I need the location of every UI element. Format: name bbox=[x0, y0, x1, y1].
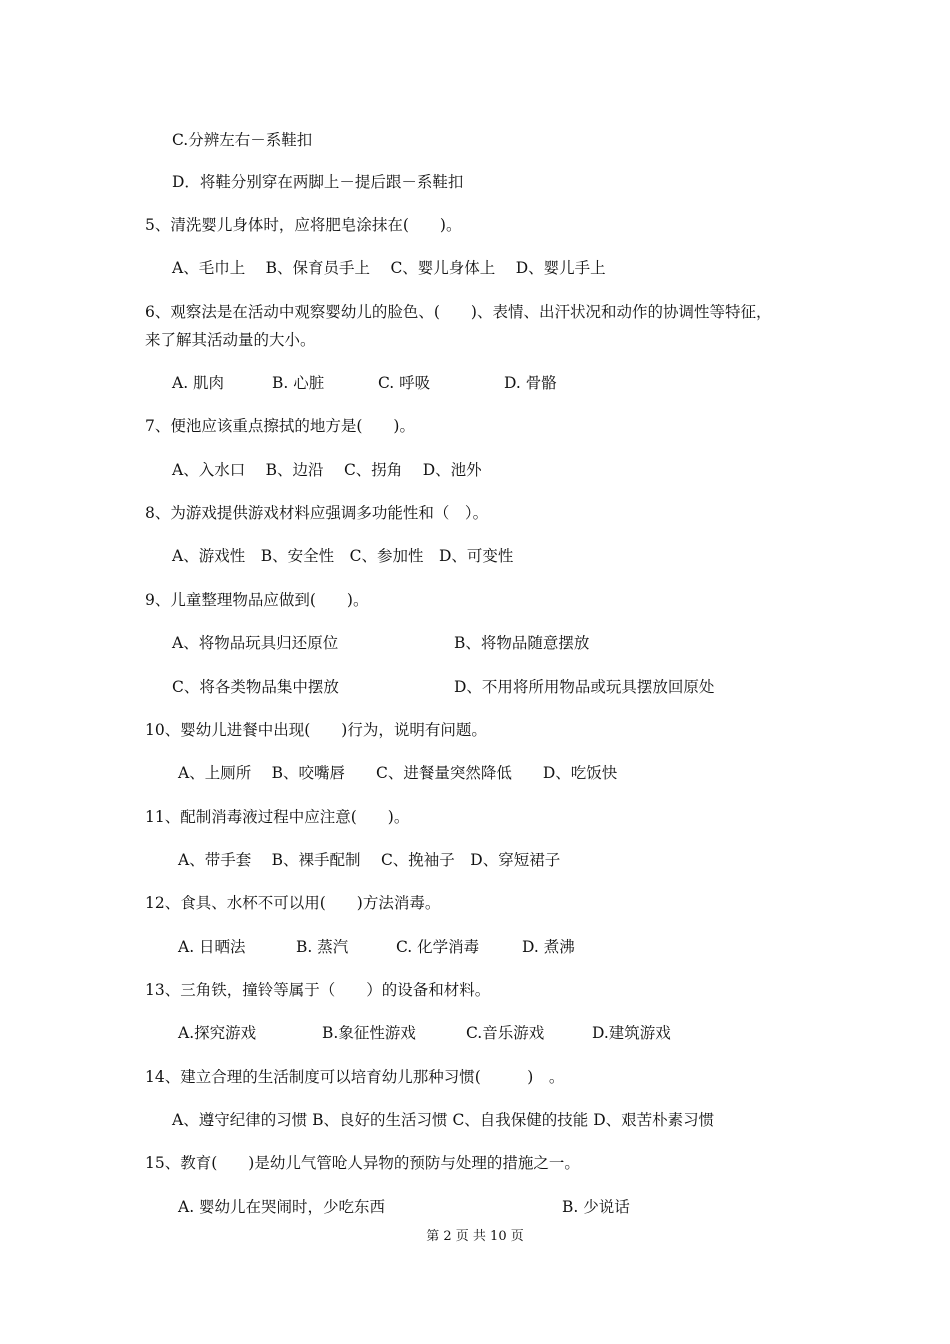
question-10: 10、婴幼儿进餐中出现( )行为，说明有问题。 bbox=[145, 721, 487, 739]
question-6-cont: 来了解其活动量的大小。 bbox=[145, 331, 316, 349]
question-15: 15、教育( )是幼儿气管呛人异物的预防与处理的措施之一。 bbox=[145, 1154, 580, 1172]
question-15-option-a: A. 婴幼儿在哭闹时，少吃东西 bbox=[178, 1198, 386, 1216]
question-6-option-d: D. 骨骼 bbox=[504, 374, 557, 392]
question-11: 11、配制消毒液过程中应注意( )。 bbox=[145, 808, 410, 826]
question-15-option-b: B. 少说话 bbox=[562, 1198, 630, 1216]
question-12-option-d: D. 煮沸 bbox=[522, 938, 575, 956]
question-13-option-c: C.音乐游戏 bbox=[466, 1024, 545, 1042]
q4-option-d: D．将鞋分别穿在两脚上－提后跟－系鞋扣 bbox=[172, 173, 464, 191]
question-7: 7、便池应该重点擦拭的地方是( )。 bbox=[145, 417, 415, 435]
question-13-option-d: D.建筑游戏 bbox=[592, 1024, 671, 1042]
question-9: 9、儿童整理物品应做到( )。 bbox=[145, 591, 369, 609]
question-6: 6、观察法是在活动中观察婴幼儿的脸色、( )、表情、出汗状况和动作的协调性等特征， bbox=[145, 303, 772, 321]
question-9-option-d: D、不用将所用物品或玩具摆放回原处 bbox=[454, 678, 715, 696]
question-10-options: A、上厕所 B、咬嘴唇 C、进餐量突然降低 D、吃饭快 bbox=[178, 764, 618, 782]
question-9-option-a: A、将物品玩具归还原位 bbox=[172, 634, 339, 652]
question-14: 14、建立合理的生活制度可以培育幼儿那种习惯( ) 。 bbox=[145, 1068, 565, 1086]
question-5-options: A、毛巾上 B、保育员手上 C、婴儿身体上 D、婴儿手上 bbox=[172, 259, 606, 277]
question-6-option-b: B. 心脏 bbox=[272, 374, 325, 392]
question-13-option-a: A.探究游戏 bbox=[178, 1024, 257, 1042]
q4-option-c: C.分辨左右－系鞋扣 bbox=[172, 131, 313, 149]
question-5: 5、清洗婴儿身体时，应将肥皂涂抹在( )。 bbox=[145, 216, 462, 234]
question-14-options: A、遵守纪律的习惯 B、良好的生活习惯 C、自我保健的技能 D、艰苦朴素习惯 bbox=[172, 1111, 715, 1129]
question-12-option-a: A. 日晒法 bbox=[178, 938, 246, 956]
question-7-options: A、入水口 B、边沿 C、拐角 D、池外 bbox=[172, 461, 482, 479]
question-8: 8、为游戏提供游戏材料应强调多功能性和（ ）。 bbox=[145, 504, 489, 522]
question-12: 12、食具、水杯不可以用( )方法消毒。 bbox=[145, 894, 441, 912]
question-6-option-c: C. 呼吸 bbox=[378, 374, 431, 392]
question-12-option-c: C. 化学消毒 bbox=[396, 938, 480, 956]
question-9-option-b: B、将物品随意摆放 bbox=[454, 634, 590, 652]
question-13: 13、三角铁，撞铃等属于（ ）的设备和材料。 bbox=[145, 981, 491, 999]
question-12-option-b: B. 蒸汽 bbox=[296, 938, 349, 956]
question-13-option-b: B.象征性游戏 bbox=[322, 1024, 416, 1042]
question-6-option-a: A. 肌肉 bbox=[172, 374, 225, 392]
page-footer: 第 2 页 共 10 页 bbox=[426, 1229, 524, 1244]
question-9-option-c: C、将各类物品集中摆放 bbox=[172, 678, 339, 696]
question-11-options: A、带手套 B、裸手配制 C、挽袖子 D、穿短裙子 bbox=[178, 851, 561, 869]
question-8-options: A、游戏性 B、安全性 C、参加性 D、可变性 bbox=[172, 547, 514, 565]
